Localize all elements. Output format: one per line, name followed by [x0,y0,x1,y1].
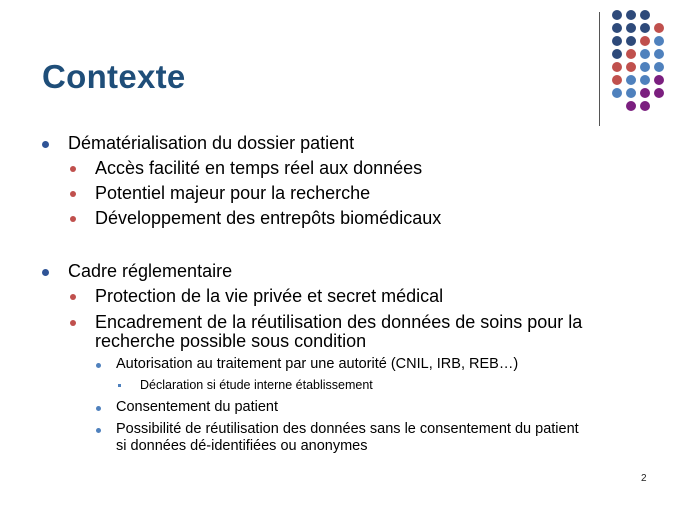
decor-dot [640,62,650,72]
level2-bullet [70,191,76,197]
list-item: Accès facilité en temps réel aux données [95,158,423,178]
decor-dot [626,49,636,59]
decor-dot [612,88,622,98]
list-item-continuation: recherche possible sous condition [95,331,367,351]
decor-dot [654,62,664,72]
level3-bullet [96,363,101,368]
section-heading: Cadre réglementaire [68,261,233,281]
list-subitem-continuation: si données dé-identifiées ou anonymes [116,438,368,454]
decor-dot [612,36,622,46]
level1-bullet [42,141,49,148]
decor-dot [640,88,650,98]
decor-dot [654,23,664,33]
level2-bullet [70,216,76,222]
level2-bullet [70,294,76,300]
decor-dot [640,75,650,85]
decor-dot [640,23,650,33]
level2-bullet [70,166,76,172]
decor-dot [612,10,622,20]
title-divider [599,12,600,126]
decor-dot [640,36,650,46]
page-number: 2 [641,473,647,484]
decor-dot [612,49,622,59]
list-item: Développement des entrepôts biomédicaux [95,208,442,228]
decor-dot [626,101,636,111]
section-heading: Dématérialisation du dossier patient [68,133,355,153]
decor-dot [626,88,636,98]
decor-dot [626,62,636,72]
decor-dot [626,10,636,20]
decor-dot [612,62,622,72]
level1-bullet [42,269,49,276]
decor-dot [654,36,664,46]
list-subitem: Autorisation au traitement par une autorité (CNIL, IRB, REB…) [116,356,519,372]
level3-bullet [96,406,101,411]
decor-dot [612,75,622,85]
decor-dot [626,23,636,33]
level2-bullet [70,320,76,326]
decor-dot [612,23,622,33]
decor-dot [640,49,650,59]
list-subsubitem: Déclaration si étude interne établissement [140,378,373,392]
decor-dot [654,75,664,85]
slide-title: Contexte [42,58,186,95]
decor-dot [640,101,650,111]
decor-dot [654,88,664,98]
list-item: Protection de la vie privée et secret médical [95,286,444,306]
decor-dot [626,75,636,85]
decor-dot [640,10,650,20]
list-item: Potentiel majeur pour la recherche [95,183,371,203]
list-subitem: Possibilité de réutilisation des données sans le consentement du patient [116,421,579,437]
decor-dot [626,36,636,46]
level4-bullet [118,384,121,387]
list-subitem: Consentement du patient [116,399,279,415]
list-item: Encadrement de la réutilisation des données de soins pour la [95,312,583,332]
decor-dot [654,49,664,59]
level3-bullet [96,428,101,433]
